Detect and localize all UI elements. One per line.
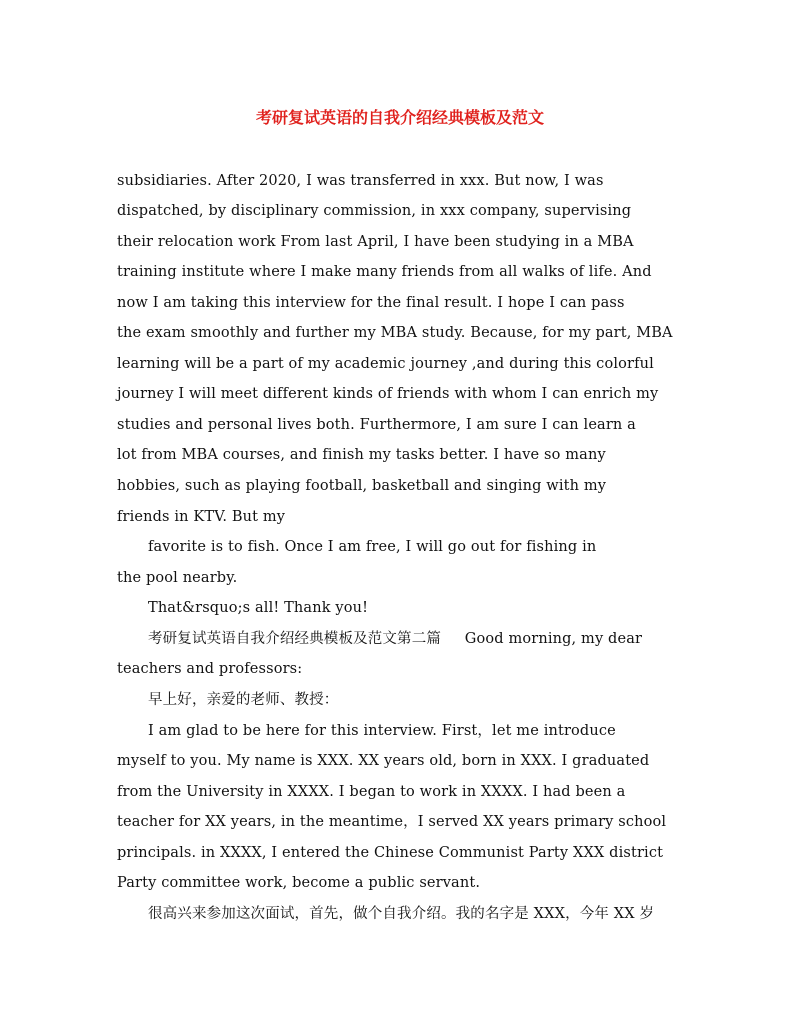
text-line: the exam smoothly and further my MBA study. Because, for my part, MBA <box>117 325 673 341</box>
text-line: 考研复试英语自我介绍经典模板及范文第二篇 Good morning, my dear <box>148 631 643 647</box>
document-title: 考研复试英语的自我介绍经典模板及范文 <box>255 108 544 127</box>
text-line: training institute where I make many friends from all walks of life. And <box>117 264 652 280</box>
text-line: 很高兴来参加这次面试，首先，做个自我介绍。我的名字是 XXX，今年 XX 岁 <box>148 906 655 922</box>
text-line: myself to you. My name is XXX. XX years old, born in XXX. I graduated <box>117 753 650 769</box>
text-line: studies and personal lives both. Furthermore, I am sure I can learn a <box>117 417 636 433</box>
text-line: That&rsquo;s all! Thank you! <box>148 600 369 616</box>
text-line: now I am taking this interview for the final result. I hope I can pass <box>117 295 625 311</box>
text-line: their relocation work From last April, I have been studying in a MBA <box>117 234 634 250</box>
text-line: favorite is to fish. Once I am free, I will go out for fishing in <box>148 539 597 555</box>
text-line: I am glad to be here for this interview. First，let me introduce <box>148 723 616 739</box>
text-line: friends in KTV. But my <box>117 509 286 525</box>
text-line: 早上好，亲爱的老师、教授： <box>148 692 339 708</box>
text-line: journey I will meet different kinds of friends with whom I can enrich my <box>117 386 659 402</box>
text-line: teachers and professors: <box>117 661 303 677</box>
text-line: from the University in XXXX. I began to work in XXXX. I had been a <box>117 784 626 800</box>
text-line: hobbies, such as playing football, basketball and singing with my <box>117 478 607 494</box>
text-line: Party committee work, become a public servant. <box>117 875 481 891</box>
text-line: lot from MBA courses, and finish my tasks better. I have so many <box>117 447 606 463</box>
text-line: the pool nearby. <box>117 570 238 586</box>
text-line: dispatched, by disciplinary commission, in xxx company, supervising <box>117 203 632 219</box>
text-line: teacher for XX years, in the meantime，I served XX years primary school <box>117 814 667 830</box>
text-line: subsidiaries. After 2020, I was transferred in xxx. But now, I was <box>117 173 604 189</box>
text-line: learning will be a part of my academic journey ,and during this colorful <box>117 356 654 372</box>
text-line: principals. in XXXX, I entered the Chinese Communist Party XXX district <box>117 845 664 861</box>
